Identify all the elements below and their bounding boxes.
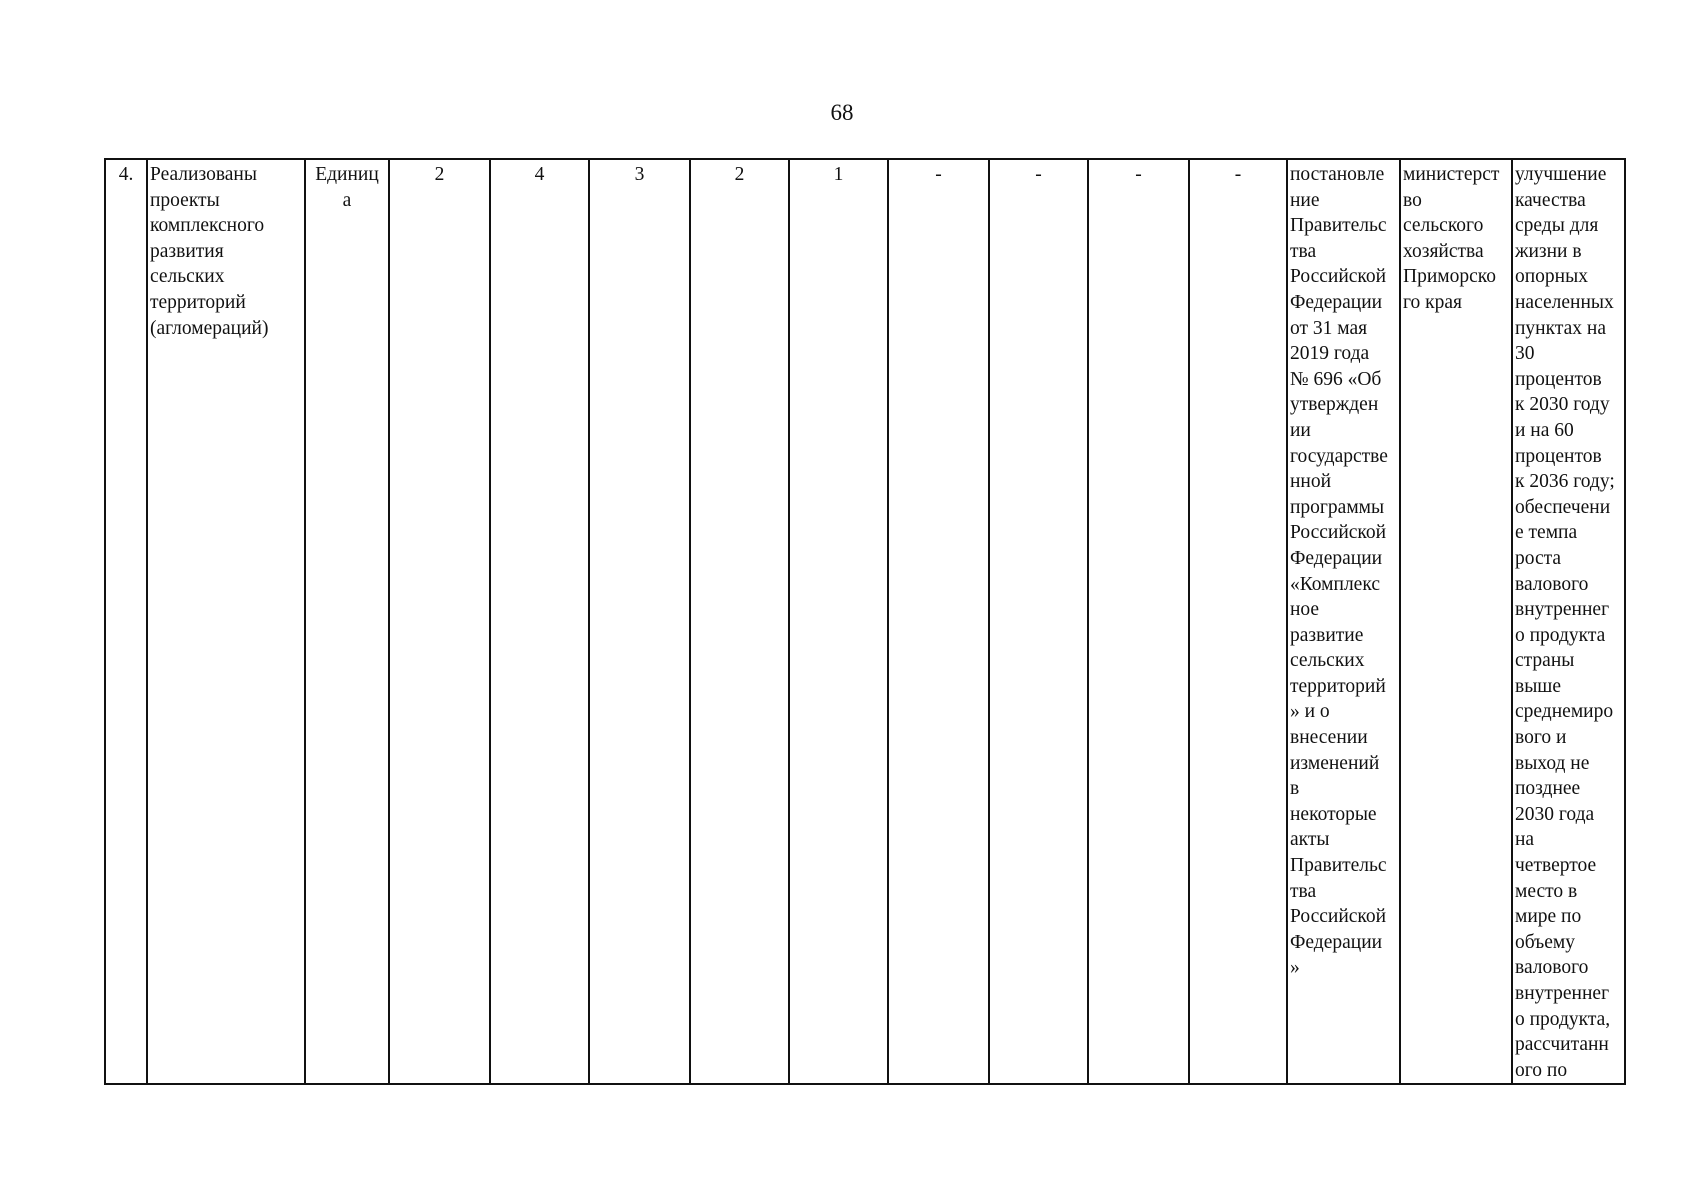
value-cell: 4 — [490, 159, 589, 1084]
value-cell: 2 — [389, 159, 490, 1084]
indicator-name-cell: Реализованы проекты комплексного развития сельских территорий (агломераций) — [147, 159, 305, 1084]
value-cell: 3 — [589, 159, 690, 1084]
responsible-cell: министерст во сельского хозяйства Приморско го края — [1400, 159, 1512, 1084]
value-cell: - — [1189, 159, 1287, 1084]
value-cell: - — [888, 159, 989, 1084]
goal-cell: улучшение качества среды для жизни в опорных населенных пунктах на 30 процентов к 2030 году и на 60 процентов к 2036 году; обеспечени е темпа роста валового внутреннег о продукта страны выше среднемиро вого и выход не позднее 2030 года на четвертое место в мире по объему валового внутреннег о продукта, рассчитанн ого по — [1512, 159, 1625, 1084]
value-cell: 2 — [690, 159, 789, 1084]
table-row — [105, 159, 1625, 1084]
value-cell: - — [989, 159, 1088, 1084]
page-number: 68 — [830, 100, 854, 125]
row-number-cell: 4. — [105, 159, 147, 1084]
unit-cell: Единиц а — [305, 159, 389, 1084]
document-cell: постановле ние Правительс тва Российской Федерации от 31 мая 2019 года № 696 «Об утвержден ии государстве нной программы Российской Федерации «Комплекс ное развитие сельских территорий » и о внесении изменений в некоторые акты Правительс тва Российской Федерации » — [1287, 159, 1400, 1084]
value-cell: 1 — [789, 159, 888, 1084]
value-cell: - — [1088, 159, 1189, 1084]
indicator-table — [104, 158, 1626, 1085]
